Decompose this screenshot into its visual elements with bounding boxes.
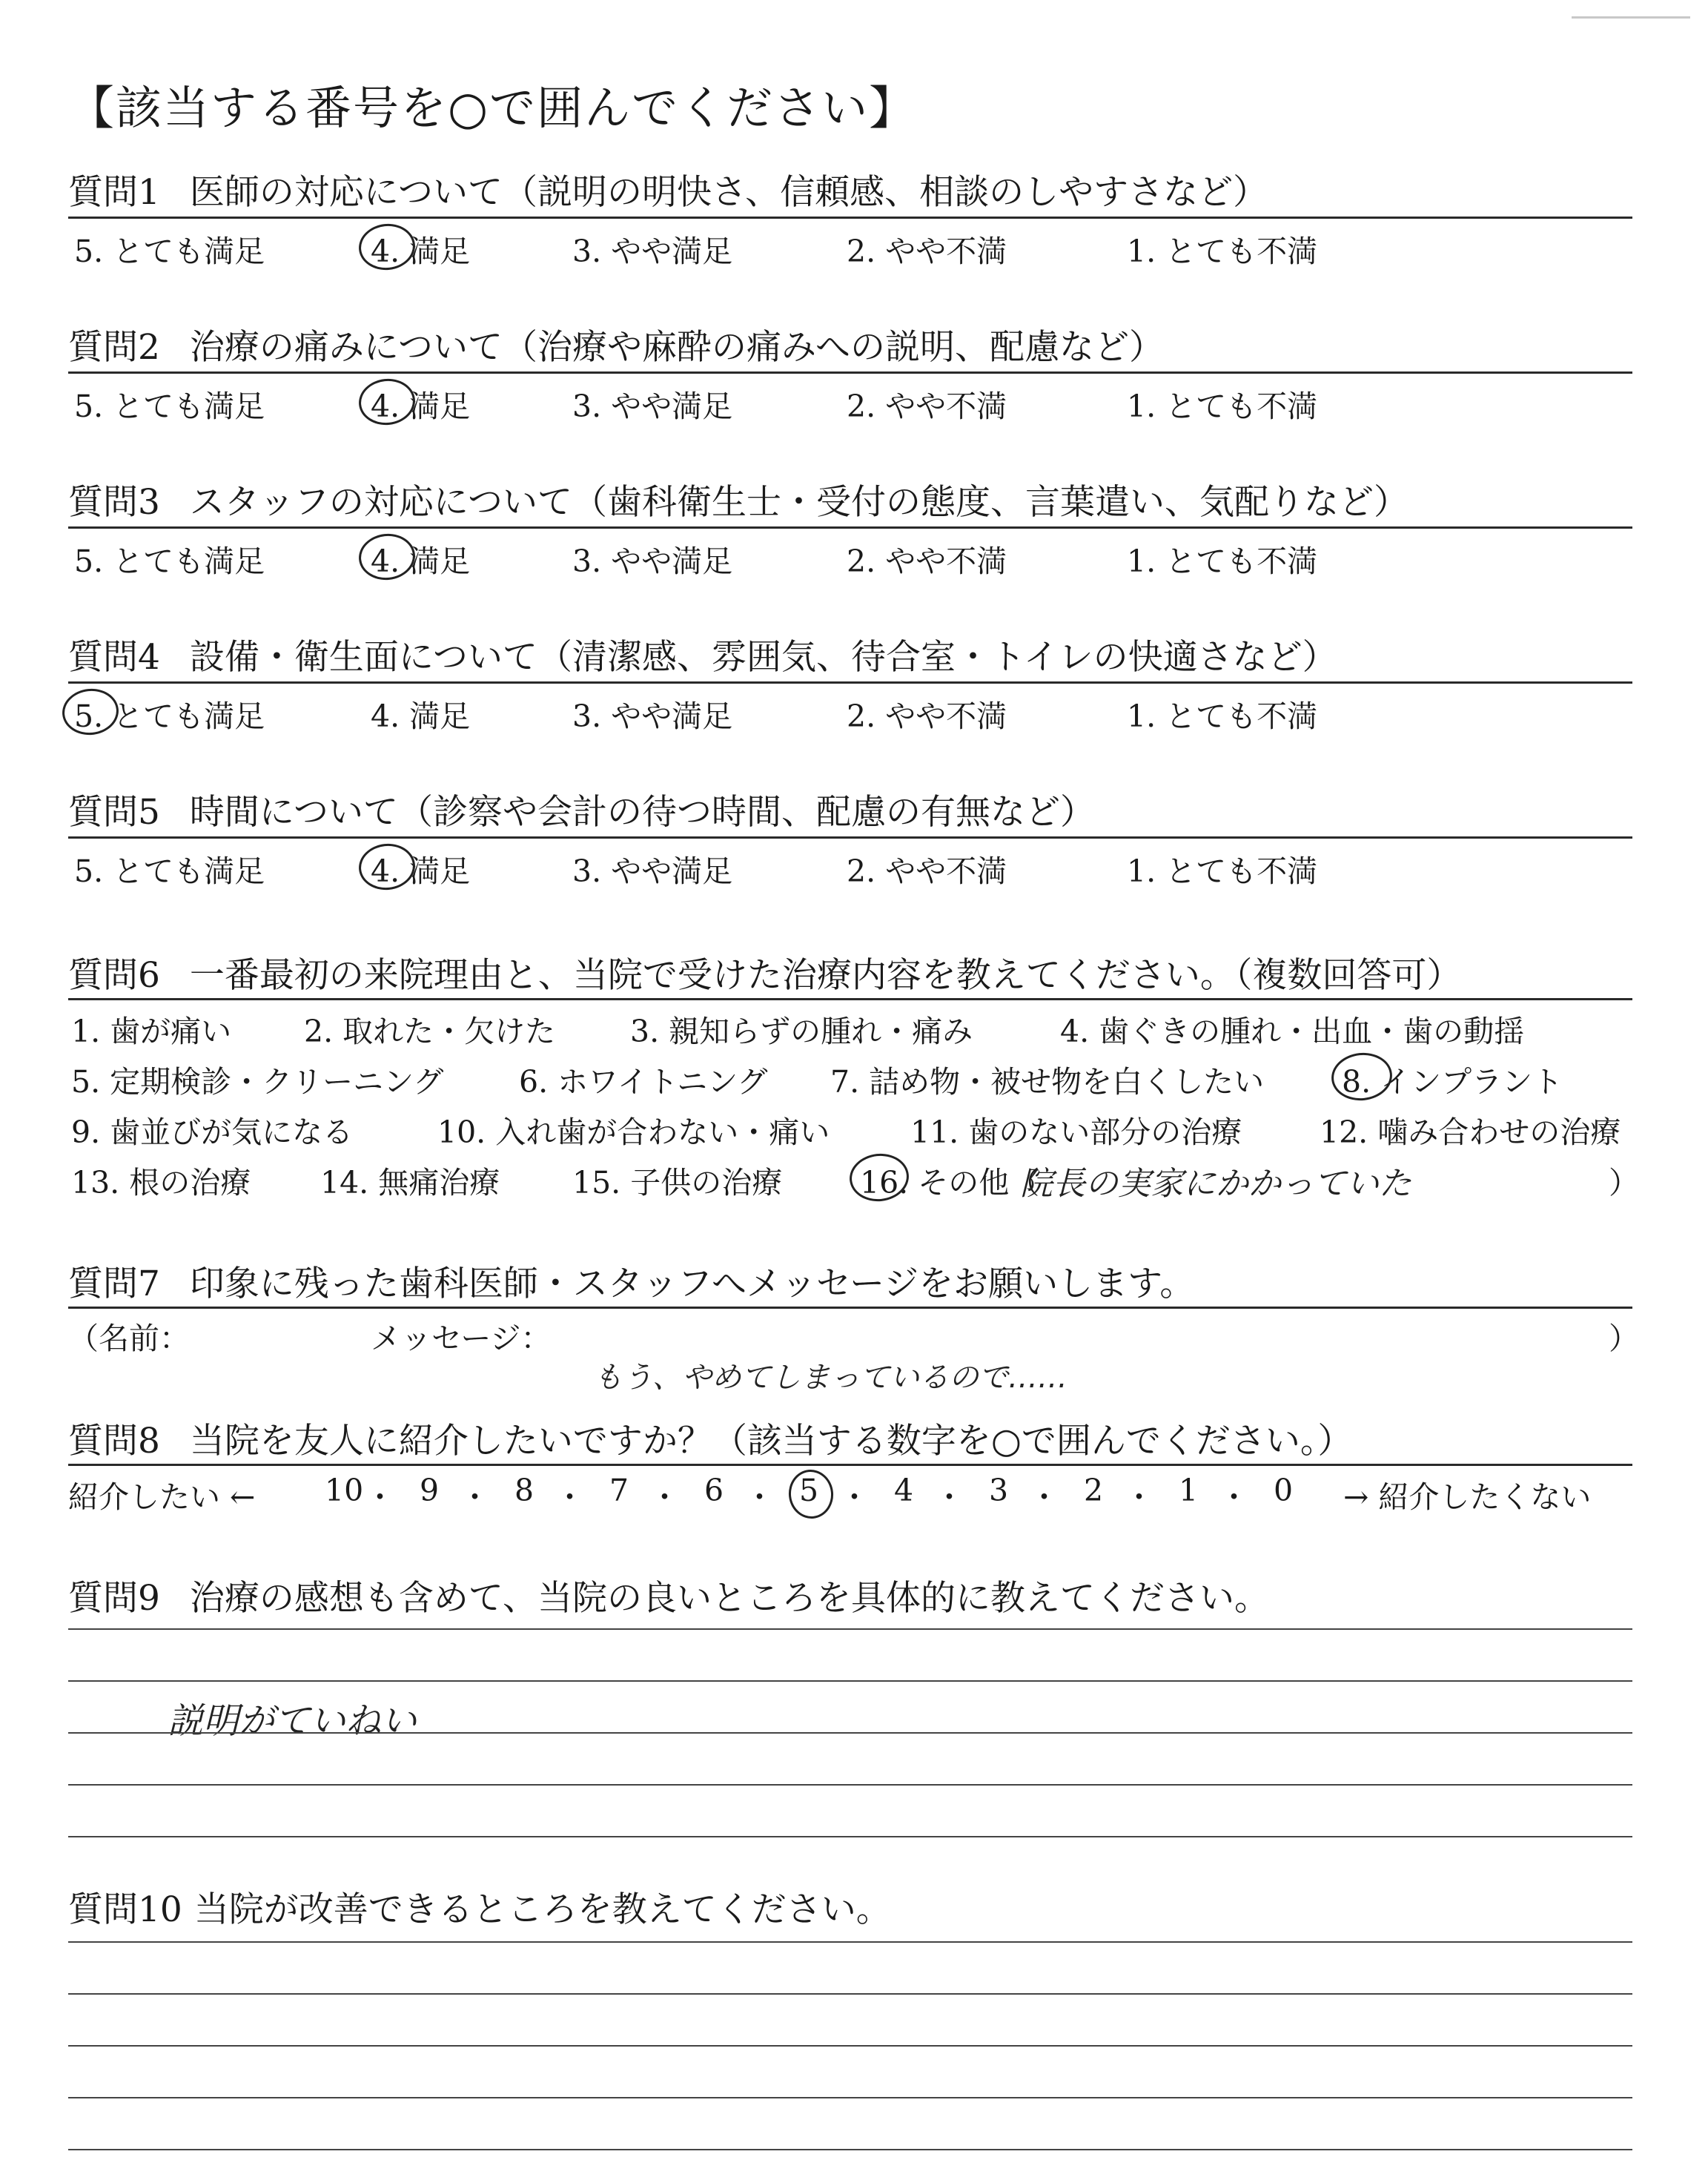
q8-scale-value[interactable]: 10 xyxy=(325,1473,364,1508)
q6-option-5[interactable]: 5. 定期検診・クリーニング xyxy=(71,1064,444,1100)
q6-other-close: ） xyxy=(1609,1165,1639,1200)
q6-option-16[interactable]: 16. その他（ xyxy=(860,1165,1040,1200)
q5-title xyxy=(68,785,1095,834)
q9-label: 質問9 xyxy=(68,1578,160,1619)
q2-option-1[interactable]: 1. とても不満 xyxy=(1127,389,1318,424)
q5-text: 時間について（診察や会計の待つ時間、配慮の有無など） xyxy=(189,792,1095,833)
q6-option-8[interactable]: 8. インプラント xyxy=(1342,1064,1563,1100)
q3-text: スタッフの対応について（歯科衛生士・受付の態度、言葉遣い、気配りなど） xyxy=(189,482,1409,523)
q8-scale-separator: ・ xyxy=(1029,1479,1059,1515)
q1-text: 医師の対応について（説明の明快さ、信頼感、相談のしやすさなど） xyxy=(189,172,1268,213)
q4-option-1[interactable]: 1. とても不満 xyxy=(1127,698,1318,734)
q7-name-label: （名前： xyxy=(68,1321,190,1356)
q8-title xyxy=(68,1413,1352,1463)
q8-scale-separator: ・ xyxy=(649,1479,680,1515)
q4-text: 設備・衛生面について（清潔感、雰囲気、待合室・トイレの快適さなど） xyxy=(189,637,1337,678)
q8-scale-value[interactable]: 0 xyxy=(1274,1473,1294,1508)
q1-option-5[interactable]: 5. とても満足 xyxy=(74,234,265,269)
q8-right-label: → 紹介したくない xyxy=(1343,1479,1592,1515)
q8-scale-value[interactable]: 9 xyxy=(420,1473,440,1508)
q9-answer: 説明がていねい xyxy=(168,1700,417,1742)
q10-text: 当院が改善できるところを教えてください。 xyxy=(193,1889,891,1930)
q8-scale-separator: ・ xyxy=(744,1479,775,1515)
q5-option-2[interactable]: 2. やや不満 xyxy=(847,853,1007,889)
q6-option-15[interactable]: 15. 子供の治療 xyxy=(572,1165,783,1200)
q5-option-4[interactable]: 4. 満足 xyxy=(371,853,471,889)
q4-label: 質問4 xyxy=(68,637,160,678)
q8-scale-value[interactable]: 6 xyxy=(704,1473,724,1508)
q10-label: 質問10 xyxy=(68,1889,182,1930)
q7-title xyxy=(68,1256,1194,1306)
page-heading: 【該当する番号を○で囲んでください】 xyxy=(68,81,917,135)
q5-option-5[interactable]: 5. とても満足 xyxy=(74,853,265,889)
q10-answer-line xyxy=(68,2045,1632,2047)
q9-text: 治療の感想も含めて、当院の良いところを具体的に教えてください。 xyxy=(189,1578,1269,1619)
q9-title xyxy=(68,1571,1269,1620)
q8-scale-separator: ・ xyxy=(555,1479,585,1515)
q8-scale-value[interactable]: 4 xyxy=(894,1473,914,1508)
q6-option-14[interactable]: 14. 無痛治療 xyxy=(320,1165,500,1200)
q2-label: 質問2 xyxy=(68,327,160,368)
q8-scale-value[interactable]: 2 xyxy=(1084,1473,1104,1508)
q8-rule xyxy=(68,1464,1632,1466)
q7-message-label: メッセージ： xyxy=(371,1321,552,1356)
q6-option-4[interactable]: 4. 歯ぐきの腫れ・出血・歯の動揺 xyxy=(1060,1014,1525,1049)
q2-title xyxy=(68,320,1164,369)
q8-scale-separator: ・ xyxy=(1124,1479,1154,1515)
q6-option-11[interactable]: 11. 歯のない部分の治療 xyxy=(910,1114,1242,1150)
q5-option-3[interactable]: 3. やや満足 xyxy=(572,853,733,889)
scan-edge-mark xyxy=(1572,16,1690,19)
q8-scale-value[interactable]: 8 xyxy=(514,1473,534,1508)
q8-scale-value[interactable]: 3 xyxy=(989,1473,1009,1508)
q6-option-3[interactable]: 3. 親知らずの腫れ・痛み xyxy=(630,1014,973,1049)
q2-option-2[interactable]: 2. やや不満 xyxy=(847,389,1007,424)
q2-option-4[interactable]: 4. 満足 xyxy=(371,389,471,424)
q6-option-1[interactable]: 1. 歯が痛い xyxy=(71,1014,232,1049)
q6-option-9[interactable]: 9. 歯並びが気になる xyxy=(71,1114,354,1150)
q7-label: 質問7 xyxy=(68,1264,160,1304)
q6-option-13[interactable]: 13. 根の治療 xyxy=(71,1165,251,1200)
q6-option-6[interactable]: 6. ホワイトニング xyxy=(519,1064,768,1100)
q2-option-3[interactable]: 3. やや満足 xyxy=(572,389,733,424)
q8-text: 当院を友人に紹介したいですか？（該当する数字を○で囲んでください。） xyxy=(189,1421,1353,1462)
q2-text: 治療の痛みについて（治療や麻酔の痛みへの説明、配慮など） xyxy=(189,327,1165,368)
q3-option-4[interactable]: 4. 満足 xyxy=(371,544,471,579)
q4-option-5[interactable]: 5. とても満足 xyxy=(74,698,265,734)
q4-title xyxy=(68,630,1337,679)
q1-option-3[interactable]: 3. やや満足 xyxy=(572,234,733,269)
q7-message-answer: もう、やめてしまっているので…… xyxy=(593,1361,1068,1395)
q1-label: 質問1 xyxy=(68,172,160,213)
q1-option-4[interactable]: 4. 満足 xyxy=(371,234,471,269)
q10-answer-line xyxy=(68,2149,1632,2150)
q1-option-2[interactable]: 2. やや不満 xyxy=(847,234,1007,269)
q8-scale-separator: ・ xyxy=(934,1479,964,1515)
q10-title xyxy=(68,1882,891,1932)
q8-scale-separator: ・ xyxy=(365,1479,395,1515)
q8-scale-value[interactable]: 1 xyxy=(1179,1473,1199,1508)
q8-scale-separator: ・ xyxy=(460,1479,490,1515)
q6-option-7[interactable]: 7. 詰め物・被せ物を白くしたい xyxy=(830,1064,1265,1100)
q9-answer-line xyxy=(68,1732,1632,1734)
q10-answer-line xyxy=(68,1941,1632,1943)
q9-answer-line xyxy=(68,1784,1632,1786)
q5-rule xyxy=(68,836,1632,839)
q4-option-2[interactable]: 2. やや不満 xyxy=(847,698,1007,734)
q1-option-1[interactable]: 1. とても不満 xyxy=(1127,234,1318,269)
q6-label: 質問6 xyxy=(68,955,160,996)
q3-option-2[interactable]: 2. やや不満 xyxy=(847,544,1007,579)
q2-option-5[interactable]: 5. とても満足 xyxy=(74,389,265,424)
q7-close: ） xyxy=(1609,1321,1639,1356)
q8-scale-value[interactable]: 7 xyxy=(609,1473,629,1508)
q9-answer-line xyxy=(68,1836,1632,1837)
q6-option-12[interactable]: 12. 噛み合わせの治療 xyxy=(1320,1114,1621,1150)
q6-option-10[interactable]: 10. 入れ歯が合わない・痛い xyxy=(437,1114,830,1150)
q1-title xyxy=(68,165,1268,214)
q8-scale-separator: ・ xyxy=(1219,1479,1249,1515)
q9-answer-line xyxy=(68,1680,1632,1682)
q3-label: 質問3 xyxy=(68,482,160,523)
q5-label: 質問5 xyxy=(68,792,160,833)
q4-rule xyxy=(68,681,1632,684)
q6-rule xyxy=(68,998,1632,1000)
q7-rule xyxy=(68,1307,1632,1309)
q7-text: 印象に残った歯科医師・スタッフへメッセージをお願いします。 xyxy=(189,1264,1195,1304)
q8-left-label: 紹介したい ← xyxy=(68,1479,256,1515)
q2-rule xyxy=(68,371,1632,374)
q4-option-3[interactable]: 3. やや満足 xyxy=(572,698,733,734)
q6-other-answer: 院長の実家にかかっていた xyxy=(1020,1165,1411,1203)
q3-option-3[interactable]: 3. やや満足 xyxy=(572,544,733,579)
q8-scale-separator: ・ xyxy=(839,1479,870,1515)
q3-rule xyxy=(68,526,1632,529)
q6-title xyxy=(68,948,1461,997)
q3-title xyxy=(68,475,1409,524)
q8-label: 質問8 xyxy=(68,1421,160,1462)
q4-option-4[interactable]: 4. 満足 xyxy=(371,698,471,734)
q6-option-2[interactable]: 2. 取れた・欠けた xyxy=(304,1014,556,1049)
q8-selection-circle xyxy=(787,1467,836,1521)
q10-answer-line xyxy=(68,2097,1632,2098)
q8-scale-value[interactable]: 5 xyxy=(799,1473,819,1508)
q9-answer-line xyxy=(68,1628,1632,1630)
q3-option-5[interactable]: 5. とても満足 xyxy=(74,544,265,579)
q6-text: 一番最初の来院理由と、当院で受けた治療内容を教えてください。（複数回答可） xyxy=(189,955,1462,996)
q5-option-1[interactable]: 1. とても不満 xyxy=(1127,853,1318,889)
q3-option-1[interactable]: 1. とても不満 xyxy=(1127,544,1318,579)
q1-rule xyxy=(68,217,1632,219)
q10-answer-line xyxy=(68,1993,1632,1995)
